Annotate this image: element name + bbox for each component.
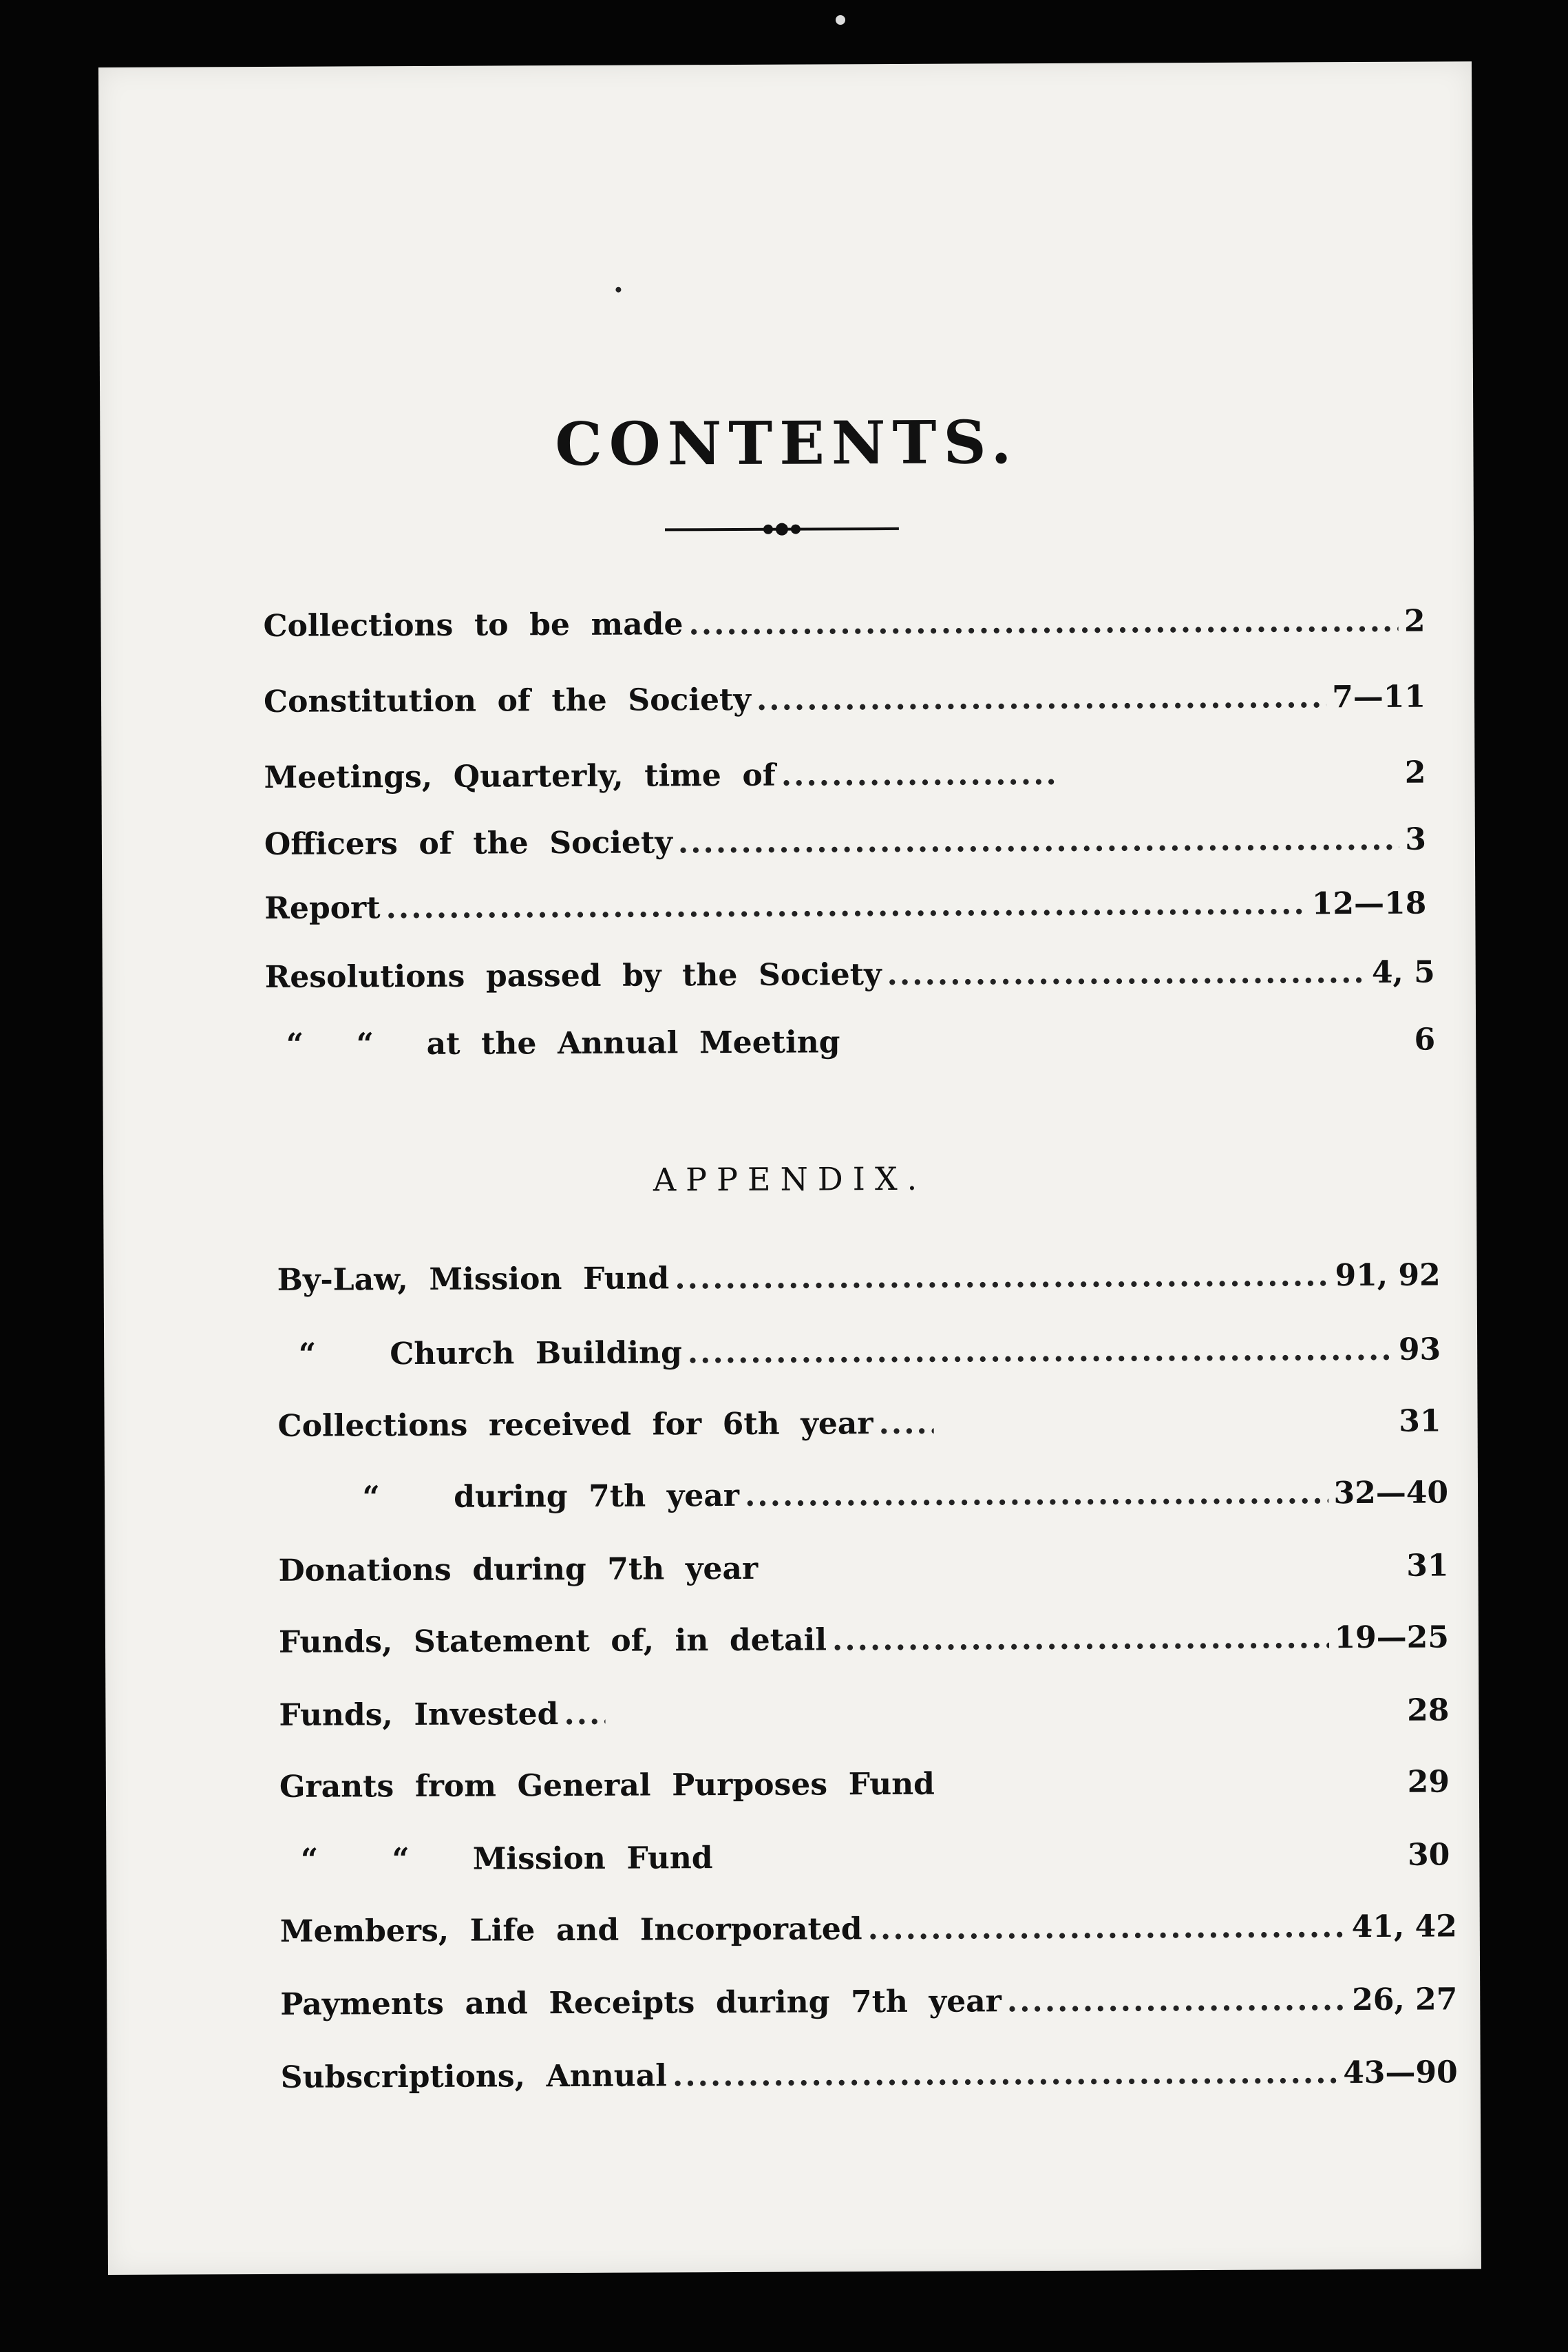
contents-entry [264, 873, 1426, 926]
dot-leader [756, 680, 1326, 717]
entry-label: Grants from General Purposes Fund [279, 1766, 935, 1805]
entry-label: Funds, Statement of, in detail [278, 1622, 827, 1660]
entry-pages: 91, 92 [1335, 1257, 1441, 1294]
entry-label: Collections to be made [263, 607, 684, 644]
appendix-entry [277, 1245, 1440, 1298]
contents-entry [264, 742, 1426, 795]
entry-pages: 19—25 [1334, 1619, 1450, 1656]
entry-pages: 3 [1405, 821, 1427, 857]
entry-label: Collections received for 6th year [277, 1406, 873, 1444]
entry-pages: 28 [1407, 1692, 1450, 1728]
entry-pages: 31 [1406, 1548, 1449, 1584]
entry-label: “ Church Building [277, 1335, 682, 1372]
entry-label: Members, Life and Incorporated [279, 1911, 862, 1949]
entry-pages: 93 [1398, 1332, 1441, 1367]
dot-leader [781, 757, 1057, 793]
entry-label: “ “ at the Annual Meeting [265, 1025, 840, 1062]
entry-label: Meetings, Quarterly, time of [264, 757, 776, 795]
dot-leader [564, 1697, 605, 1732]
dot-leader [832, 1620, 1329, 1657]
appendix-entry [278, 1462, 1448, 1515]
dot-leader [678, 822, 1400, 861]
dot-leader [868, 1909, 1346, 1946]
entry-label: Donations during 7th year [278, 1551, 759, 1588]
entry-pages: 26, 27 [1352, 1982, 1458, 2018]
dot-leader [675, 1258, 1330, 1296]
entry-label: Officers of the Society [264, 825, 672, 862]
dot-leader [385, 886, 1306, 925]
entry-pages: 7—11 [1332, 679, 1426, 715]
contents-entry [265, 1009, 1435, 1062]
appendix-entry [281, 2041, 1458, 2094]
dot-leader [688, 1332, 1393, 1370]
dot-leader [688, 604, 1399, 642]
contents-entry [264, 809, 1426, 862]
dot-leader [878, 1406, 933, 1441]
dot-leader [745, 1476, 1328, 1513]
appendix-entry [278, 1535, 1448, 1588]
contents-entry [265, 942, 1435, 995]
entry-pages: 2 [1404, 755, 1426, 790]
entry-label: Report [264, 890, 381, 926]
entry-pages: 30 [1408, 1837, 1450, 1873]
entry-pages: 31 [1399, 1403, 1441, 1439]
entry-pages: 6 [1414, 1022, 1436, 1058]
appendix-entry [279, 1606, 1449, 1659]
entry-pages: 4, 5 [1371, 954, 1435, 990]
contents-entry [264, 666, 1426, 720]
entry-label: Constitution of the Society [263, 682, 752, 720]
appendix-entry [277, 1391, 1441, 1444]
entry-pages: 2 [1403, 603, 1426, 639]
entry-pages: 29 [1407, 1764, 1450, 1800]
ink-speck [836, 15, 845, 25]
appendix-entry [277, 1319, 1441, 1372]
entry-label: Payments and Receipts during 7th year [280, 1984, 1002, 2022]
appendix-entry [279, 1824, 1450, 1877]
dot-leader [887, 955, 1366, 992]
appendix-heading: APPENDIX. [653, 1159, 927, 1199]
appendix-entry [280, 1968, 1457, 2022]
entry-pages: 43—90 [1343, 2055, 1458, 2091]
document-page [98, 61, 1481, 2275]
appendix-entry [279, 1679, 1449, 1732]
contents-entry [263, 591, 1425, 644]
entry-label: Funds, Invested [279, 1697, 559, 1733]
entry-label: “ during 7th year [277, 1478, 740, 1515]
entry-pages: 12—18 [1311, 885, 1427, 922]
dot-leader [672, 2055, 1338, 2093]
entry-label: Resolutions passed by the Society [264, 957, 882, 995]
entry-pages: 32—40 [1333, 1475, 1449, 1511]
entry-label: “ “ Mission Fund [279, 1840, 713, 1878]
entry-label: Subscriptions, Annual [280, 2058, 668, 2095]
appendix-entry [280, 1896, 1457, 1949]
dot-leader [1007, 1982, 1347, 2019]
ornament-rule [665, 518, 899, 540]
entry-label: By-Law, Mission Fund [277, 1261, 670, 1298]
page-title: CONTENTS. [555, 408, 1019, 480]
entry-pages: 41, 42 [1351, 1909, 1457, 1945]
appendix-entry [279, 1751, 1450, 1804]
ink-speck [615, 287, 621, 293]
